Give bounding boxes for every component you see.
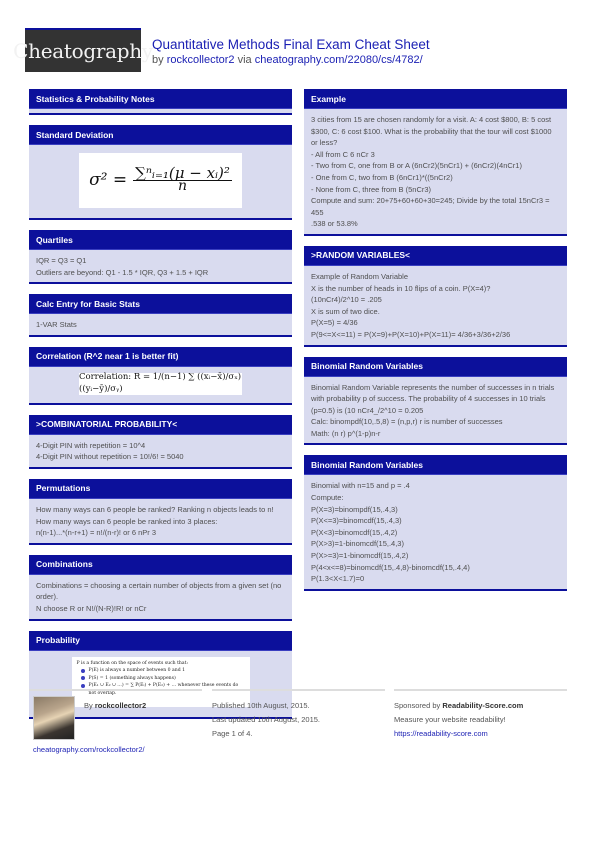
section-header: Quartiles (29, 230, 292, 250)
section-header: Probability (29, 631, 292, 651)
text-line: Outliers are beyond: Q1 - 1.5 * IQR, Q3 + 1.5 + IQR (36, 267, 209, 277)
cheatography-logo[interactable]: Cheatography (25, 28, 141, 72)
by-label: By (84, 701, 95, 710)
page-title[interactable]: Quantitative Methods Final Exam Cheat Sheet (152, 37, 430, 52)
section-binomial-random-variables-1 (304, 357, 567, 446)
page-indicator: Page 1 of 4. (212, 729, 253, 738)
author-name-link[interactable]: rockcollector2 (94, 701, 147, 710)
section-header: >COMBINATORIAL PROBABILITY< (29, 415, 292, 435)
sponsor-prefix: Sponsored by (394, 701, 443, 710)
text-line: Binomial Random Variable represents the number of successes in n trials with probability p of success. The probability of 4 successes in 10 trials (p=0.5) is (10 nCr4_/2^10 = 0.205 (311, 382, 555, 415)
byline-via: via (234, 54, 255, 66)
sponsor-tagline: Measure your website readability! (394, 715, 506, 724)
section-header: Correlation (R^2 near 1 is better fit) (29, 347, 292, 367)
text-line: P(X=5) = 4/36 (311, 318, 358, 328)
text-line: P(X=3)=binompdf(15,.4,3) (311, 504, 398, 514)
standard-deviation-formula-image (79, 153, 242, 208)
section-header: Calc Entry for Basic Stats (29, 294, 292, 314)
text-line: .538 or 53.8% (311, 219, 358, 229)
sponsor-link[interactable]: https://readability-score.com (394, 729, 488, 738)
axiom-text: P(E) is always a number between 0 and 1 (88, 668, 186, 674)
axiom-item (77, 675, 245, 683)
text-line: 4-Digit PIN without repetition = 10!/6! = 5040 (36, 452, 184, 462)
profile-link[interactable]: cheatography.com/rockcollector2/ (33, 745, 145, 754)
text-line: Combinations = choosing a certain number of objects from a given set (no order). (36, 580, 282, 602)
text-line: Example of Random Variable (311, 271, 408, 281)
text-line: How many ways can 6 people be ranked into 3 places: (36, 516, 218, 526)
section-combinations (29, 555, 292, 621)
correlation-formula-image: Correlation: R = 1/(n−1) ∑ ((xᵢ−x̄)/σₓ)((yᵢ−ȳ)/σᵧ) (79, 372, 242, 394)
section-permutations (29, 479, 292, 545)
bullet-icon (81, 684, 85, 688)
section-quartiles (29, 230, 292, 284)
text-line: Compute and sum: 20+75+60+60+30=245; Divide by the total 15nCr3 = 455 (311, 196, 550, 217)
text-line: X is the number of heads in 10 flips of a coin. P(X=4)? (311, 283, 491, 293)
formula-denominator: n (178, 178, 188, 194)
axiom-text: P(E₁ ∪ E₂ ∪ …) = ∑ P(Eᵢ) + P(E₂) + … whenever these events do not overlap. (88, 683, 239, 696)
section-header: Combinations (29, 555, 292, 575)
right-column (304, 89, 567, 601)
text-line: Compute: (311, 493, 344, 503)
text-line: Math: (n r) p^(1-p)n-r (311, 428, 381, 438)
sponsor-line (394, 699, 567, 713)
author-avatar[interactable] (33, 696, 75, 740)
section-header: Standard Deviation (29, 125, 292, 145)
byline-prefix: by (152, 54, 167, 66)
text-line: X is sum of two dice. (311, 306, 380, 316)
title-block (152, 37, 430, 67)
footer-author (29, 689, 202, 759)
section-standard-deviation (29, 125, 292, 220)
section-example (304, 89, 567, 236)
section-header: Statistics & Probability Notes (29, 89, 292, 109)
text-line: 4-Digit PIN with repetition = 10^4 (36, 440, 146, 450)
formula-lhs: σ² = (89, 169, 128, 190)
section-combinatorial-probability (29, 415, 292, 469)
text-line: n(n-1)...*(n-r+1) = n!/(n-r)! or 6 nPr 3 (36, 528, 157, 538)
text-line: How many ways can 6 people be ranked? Ranking n objects leads to n! (36, 504, 274, 514)
text-line: - One from C, two from B (6nCr1)*((5nCr2) (311, 172, 453, 182)
text-line: IQR = Q3 = Q1 (36, 256, 87, 265)
bullet-icon (81, 669, 85, 673)
text-line: P(1.3<X<1.7)=0 (311, 574, 365, 584)
text-line: (10nCr4)/2^10 = .205 (311, 295, 382, 305)
section-binomial-random-variables-2 (304, 455, 567, 590)
footer-publication-info (212, 689, 385, 741)
text-line: P(9<=X<=11) = P(X=9)+P(X=10)+P(X=11)= 4/36+3/36+2/36 (311, 329, 511, 339)
text-line: Binomial with n=15 and p = .4 (311, 481, 410, 491)
text-line: - All from C 6 nCr 3 (311, 149, 375, 159)
axiom-text: P(S) = 1 (something always happens) (88, 675, 176, 681)
section-header: Example (304, 89, 567, 109)
sheet-url-link[interactable]: cheatography.com/22080/cs/4782/ (254, 54, 423, 66)
bullet-icon (81, 676, 85, 680)
byline (152, 53, 430, 67)
axioms-intro: P is a function on the space of events such that: (76, 660, 189, 666)
author-line (84, 699, 146, 713)
text-line: P(X>3)=1-binomcdf(15,.4,3) (311, 539, 404, 549)
axiom-item (77, 667, 245, 675)
footer-sponsor (394, 689, 567, 741)
text-line: P(4<x<=8)=binomcdf(15,.4,8)-binomcdf(15,.4,4) (311, 562, 470, 572)
section-calc-entry (29, 294, 292, 337)
text-line: P(X>=3)=1-binomcdf(15,.4,2) (311, 551, 409, 561)
section-header: Binomial Random Variables (304, 455, 567, 475)
text-line: N choose R or N!/(N-R)!R! or nCr (36, 603, 147, 613)
section-header: >RANDOM VARIABLES< (304, 246, 567, 266)
section-statistics-probability-notes (29, 89, 292, 115)
text-line: 3 cities from 15 are chosen randomly for a visit. A: 4 cost $800, B: 5 cost $300, C: 6 cost $100. What is the probability that the tour will cost $1000 or less? (311, 115, 552, 148)
text-line: P(X<3)=binomcdf(15,.4,2) (311, 527, 398, 537)
section-random-variables (304, 246, 567, 347)
text-line: P(X<=3)=binomcdf(15,.4,3) (311, 516, 402, 526)
text-line: - None from C, three from B (5nCr3) (311, 184, 432, 194)
text-line: - Two from C, one from B or A (6nCr2)(5nCr1) + (6nCr2)(4nCr1) (311, 161, 522, 171)
formula-numerator: ∑ⁿᵢ₌₁(μ − xᵢ)² (135, 164, 230, 183)
published-date: Published 10th August, 2015. (212, 701, 310, 710)
section-header: Permutations (29, 479, 292, 499)
text-line: Calc: binompdf(10,.5,8) = (n,p,r) r is number of successes (311, 417, 503, 427)
author-link[interactable]: rockcollector2 (166, 54, 235, 66)
section-header: Binomial Random Variables (304, 357, 567, 377)
sponsor-name[interactable]: Readability-Score.com (442, 701, 524, 710)
text-line: 1-VAR Stats (36, 320, 77, 330)
section-correlation (29, 347, 292, 405)
updated-date: Last updated 10th August, 2015. (212, 715, 321, 724)
left-column (29, 89, 292, 729)
